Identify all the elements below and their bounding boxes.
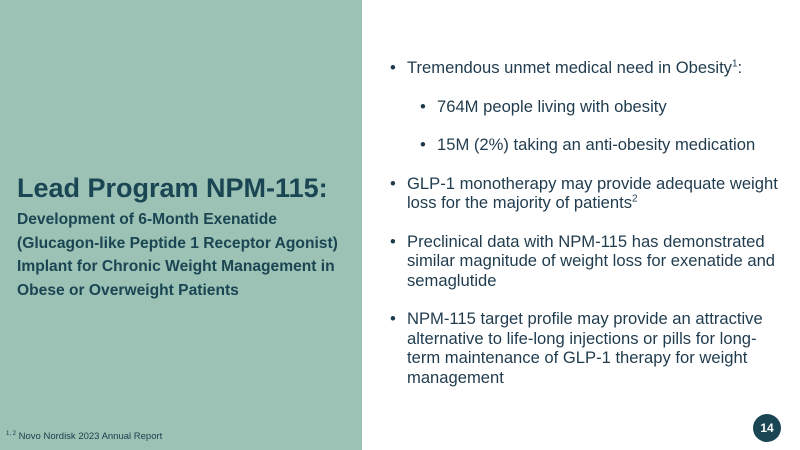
bullet-glp1-monotherapy — [390, 174, 780, 213]
bullet-target-profile — [390, 309, 780, 387]
footnote — [6, 431, 162, 442]
left-panel — [0, 0, 362, 450]
subbullet-taking-medication — [420, 135, 780, 155]
bullet-text: NPM-115 target profile may provide an attractive alternative to life-long injections or pills for long-term maintenance of GLP-1 therapy for weight management — [407, 309, 763, 387]
bullet-dot: • — [390, 173, 396, 193]
bullet-text: 764M people living with obesity — [437, 96, 667, 116]
bullet-dot: • — [390, 231, 396, 251]
bullet-unmet-need — [390, 58, 780, 78]
footnote-marker: 1, 2 — [6, 431, 17, 437]
footnote-text: Novo Nordisk 2023 Annual Report — [18, 431, 163, 443]
program-title: Lead Program NPM-115: — [17, 173, 328, 203]
program-subtitle: Development of 6-Month Exenatide (Glucagon-like Peptide 1 Receptor Agonist) Implant for Chronic Weight Management in Obese or Overweight Patients — [17, 211, 338, 299]
bullet-superscript: 2 — [632, 193, 638, 205]
page-number-badge: 14 — [753, 414, 781, 442]
bullet-list — [390, 58, 780, 406]
subbullet-living-with-obesity — [420, 97, 780, 117]
bullet-text: 15M (2%) taking an anti-obesity medication — [437, 135, 756, 154]
bullet-dot: • — [390, 58, 396, 77]
bullet-dot: • — [420, 96, 426, 116]
bullet-dot: • — [390, 309, 396, 328]
bullet-tail: : — [737, 58, 743, 77]
bullet-preclinical-data — [390, 232, 780, 291]
bullet-superscript: 1 — [731, 58, 738, 70]
bullet-text: Tremendous unmet medical need in Obesity — [407, 58, 732, 77]
bullet-dot: • — [420, 135, 426, 154]
bullet-text: Preclinical data with NPM-115 has demonstrated similar magnitude of weight loss for exenatide and semaglutide — [407, 231, 776, 290]
bullet-text: GLP-1 monotherapy may provide adequate weight loss for the majority of patients — [407, 173, 778, 212]
